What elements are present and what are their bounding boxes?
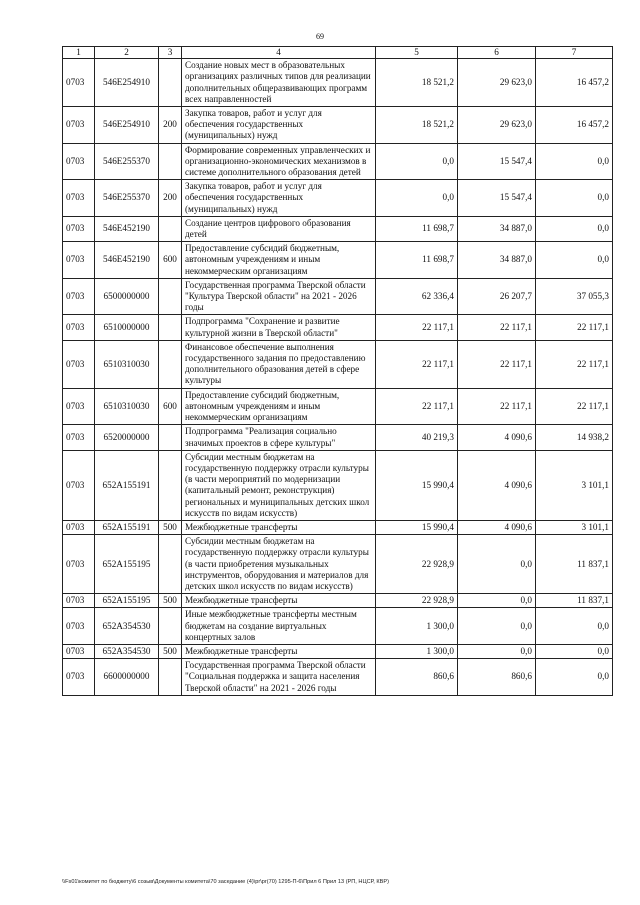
expense-type-cell: 500 [159, 520, 182, 534]
amount-cell-2: 34 887,0 [458, 242, 536, 279]
amount-cell-1: 18 521,2 [376, 59, 458, 107]
expense-type-cell: 500 [159, 644, 182, 658]
amount-cell-3: 22 117,1 [536, 340, 613, 388]
amount-cell-3: 0,0 [536, 216, 613, 241]
amount-cell-2: 0,0 [458, 535, 536, 594]
expense-type-cell [159, 143, 182, 180]
header-row [63, 47, 613, 59]
amount-cell-3: 14 938,2 [536, 425, 613, 450]
expense-type-cell [159, 608, 182, 645]
code-cell: 652A155191 [95, 450, 159, 520]
amount-cell-2: 0,0 [458, 594, 536, 608]
code-cell: 652A155195 [95, 594, 159, 608]
table-row [63, 520, 613, 534]
header-cell: 6 [458, 47, 536, 59]
amount-cell-2: 4 090,6 [458, 520, 536, 534]
code-cell: 546E452190 [95, 216, 159, 241]
amount-cell-1: 22 117,1 [376, 388, 458, 425]
amount-cell-3: 37 055,3 [536, 278, 613, 315]
amount-cell-1: 15 990,4 [376, 450, 458, 520]
section-cell: 0703 [63, 520, 95, 534]
section-cell: 0703 [63, 107, 95, 144]
table-row [63, 143, 613, 180]
amount-cell-3: 16 457,2 [536, 107, 613, 144]
amount-cell-2: 22 117,1 [458, 388, 536, 425]
amount-cell-1: 860,6 [376, 659, 458, 696]
amount-cell-1: 0,0 [376, 180, 458, 217]
code-cell: 546E255370 [95, 180, 159, 217]
name-cell: Субсидии местным бюджетам на государственную поддержку отрасли культуры (в части мероприятий по модернизации (капитальный ремонт, реконструкция) региональных и муниципальных детских школ искусств по видам искусств) [182, 450, 376, 520]
expense-type-cell: 200 [159, 107, 182, 144]
expense-type-cell [159, 425, 182, 450]
name-cell: Создание центров цифрового образования детей [182, 216, 376, 241]
header-cell: 5 [376, 47, 458, 59]
section-cell: 0703 [63, 180, 95, 217]
section-cell: 0703 [63, 59, 95, 107]
amount-cell-3: 0,0 [536, 180, 613, 217]
amount-cell-3: 0,0 [536, 143, 613, 180]
expense-type-cell [159, 340, 182, 388]
header-cell: 1 [63, 47, 95, 59]
amount-cell-2: 34 887,0 [458, 216, 536, 241]
name-cell: Подпрограмма "Реализация социально значимых проектов в сфере культуры" [182, 425, 376, 450]
amount-cell-3: 0,0 [536, 644, 613, 658]
amount-cell-2: 26 207,7 [458, 278, 536, 315]
table-row [63, 107, 613, 144]
section-cell: 0703 [63, 340, 95, 388]
name-cell: Государственная программа Тверской области "Культура Тверской области" на 2021 - 2026 годы [182, 278, 376, 315]
code-cell: 652A354530 [95, 608, 159, 645]
amount-cell-2: 4 090,6 [458, 425, 536, 450]
name-cell: Государственная программа Тверской области "Социальная поддержка и защита населения Тверской области" на 2021 - 2026 годы [182, 659, 376, 696]
table-row [63, 340, 613, 388]
code-cell: 6510000000 [95, 315, 159, 340]
table-row [63, 594, 613, 608]
code-cell: 6500000000 [95, 278, 159, 315]
table-row [63, 644, 613, 658]
amount-cell-2: 15 547,4 [458, 180, 536, 217]
expense-type-cell: 600 [159, 388, 182, 425]
section-cell: 0703 [63, 242, 95, 279]
section-cell: 0703 [63, 425, 95, 450]
amount-cell-3: 0,0 [536, 242, 613, 279]
section-cell: 0703 [63, 278, 95, 315]
code-cell: 652A155195 [95, 535, 159, 594]
amount-cell-3: 11 837,1 [536, 535, 613, 594]
expense-type-cell [159, 450, 182, 520]
name-cell: Межбюджетные трансферты [182, 644, 376, 658]
section-cell: 0703 [63, 216, 95, 241]
section-cell: 0703 [63, 143, 95, 180]
code-cell: 652A354530 [95, 644, 159, 658]
amount-cell-3: 0,0 [536, 659, 613, 696]
code-cell: 546E254910 [95, 59, 159, 107]
code-cell: 546E452190 [95, 242, 159, 279]
name-cell: Межбюджетные трансферты [182, 520, 376, 534]
amount-cell-1: 0,0 [376, 143, 458, 180]
amount-cell-2: 0,0 [458, 608, 536, 645]
amount-cell-2: 4 090,6 [458, 450, 536, 520]
table-row [63, 242, 613, 279]
expense-type-cell: 500 [159, 594, 182, 608]
amount-cell-1: 1 300,0 [376, 644, 458, 658]
name-cell: Подпрограмма "Сохранение и развитие культурной жизни в Тверской области" [182, 315, 376, 340]
table-row [63, 180, 613, 217]
amount-cell-3: 22 117,1 [536, 315, 613, 340]
expense-type-cell: 600 [159, 242, 182, 279]
amount-cell-1: 22 117,1 [376, 340, 458, 388]
amount-cell-3: 3 101,1 [536, 450, 613, 520]
expense-type-cell [159, 535, 182, 594]
section-cell: 0703 [63, 608, 95, 645]
amount-cell-1: 22 117,1 [376, 315, 458, 340]
amount-cell-2: 860,6 [458, 659, 536, 696]
code-cell: 6510310030 [95, 388, 159, 425]
table-row [63, 315, 613, 340]
amount-cell-3: 22 117,1 [536, 388, 613, 425]
amount-cell-1: 1 300,0 [376, 608, 458, 645]
code-cell: 546E255370 [95, 143, 159, 180]
name-cell: Создание новых мест в образовательных организациях различных типов для реализации дополнительных общеразвивающих программ всех направленностей [182, 59, 376, 107]
amount-cell-3: 0,0 [536, 608, 613, 645]
page-number: 69 [316, 32, 324, 41]
section-cell: 0703 [63, 388, 95, 425]
amount-cell-2: 29 623,0 [458, 107, 536, 144]
section-cell: 0703 [63, 594, 95, 608]
amount-cell-1: 62 336,4 [376, 278, 458, 315]
header-cell: 7 [536, 47, 613, 59]
name-cell: Предоставление субсидий бюджетным, автономным учреждениям и иным некоммерческим организациям [182, 242, 376, 279]
amount-cell-3: 3 101,1 [536, 520, 613, 534]
name-cell: Формирование современных управленческих и организационно-экономических механизмов в системе дополнительного образования детей [182, 143, 376, 180]
amount-cell-1: 22 928,9 [376, 535, 458, 594]
code-cell: 652A155191 [95, 520, 159, 534]
amount-cell-1: 15 990,4 [376, 520, 458, 534]
amount-cell-1: 11 698,7 [376, 242, 458, 279]
section-cell: 0703 [63, 659, 95, 696]
amount-cell-3: 16 457,2 [536, 59, 613, 107]
expense-type-cell: 200 [159, 180, 182, 217]
header-cell: 4 [182, 47, 376, 59]
amount-cell-2: 0,0 [458, 644, 536, 658]
code-cell: 546E254910 [95, 107, 159, 144]
section-cell: 0703 [63, 535, 95, 594]
amount-cell-1: 11 698,7 [376, 216, 458, 241]
amount-cell-2: 22 117,1 [458, 340, 536, 388]
table-row [63, 278, 613, 315]
table-row [63, 608, 613, 645]
name-cell: Закупка товаров, работ и услуг для обеспечения государственных (муниципальных) нужд [182, 180, 376, 217]
header-cell: 3 [159, 47, 182, 59]
expense-type-cell [159, 659, 182, 696]
table-row [63, 450, 613, 520]
code-cell: 6600000000 [95, 659, 159, 696]
name-cell: Финансовое обеспечение выполнения государственного задания по предоставлению дополнительного образования детей в сфере культуры [182, 340, 376, 388]
expense-type-cell [159, 278, 182, 315]
table-row [63, 216, 613, 241]
footer-file-path: \\Fs01\комитет по бюджету\6 созыв\Документы комитета\70 заседание (4)\pr\pr(70) 1295-П-6\Прил 6 Прил 13 (РП, НЦСР, КВР) [62, 879, 389, 885]
name-cell: Субсидии местным бюджетам на государственную поддержку отрасли культуры (в части приобретения музыкальных инструментов, оборудования и материалов для детских школ искусств по видам искусств) [182, 535, 376, 594]
table-row [63, 659, 613, 696]
section-cell: 0703 [63, 644, 95, 658]
name-cell: Закупка товаров, работ и услуг для обеспечения государственных (муниципальных) нужд [182, 107, 376, 144]
amount-cell-1: 18 521,2 [376, 107, 458, 144]
amount-cell-1: 40 219,3 [376, 425, 458, 450]
amount-cell-3: 11 837,1 [536, 594, 613, 608]
expense-type-cell [159, 315, 182, 340]
table-row [63, 59, 613, 107]
section-cell: 0703 [63, 315, 95, 340]
table-row [63, 388, 613, 425]
name-cell: Иные межбюджетные трансферты местным бюджетам на создание виртуальных концертных залов [182, 608, 376, 645]
budget-table [62, 46, 613, 696]
code-cell: 6510310030 [95, 340, 159, 388]
amount-cell-1: 22 928,9 [376, 594, 458, 608]
name-cell: Межбюджетные трансферты [182, 594, 376, 608]
header-cell: 2 [95, 47, 159, 59]
table-row [63, 425, 613, 450]
name-cell: Предоставление субсидий бюджетным, автономным учреждениям и иным некоммерческим организациям [182, 388, 376, 425]
amount-cell-2: 29 623,0 [458, 59, 536, 107]
code-cell: 6520000000 [95, 425, 159, 450]
expense-type-cell [159, 216, 182, 241]
amount-cell-2: 22 117,1 [458, 315, 536, 340]
section-cell: 0703 [63, 450, 95, 520]
expense-type-cell [159, 59, 182, 107]
table-row [63, 535, 613, 594]
amount-cell-2: 15 547,4 [458, 143, 536, 180]
